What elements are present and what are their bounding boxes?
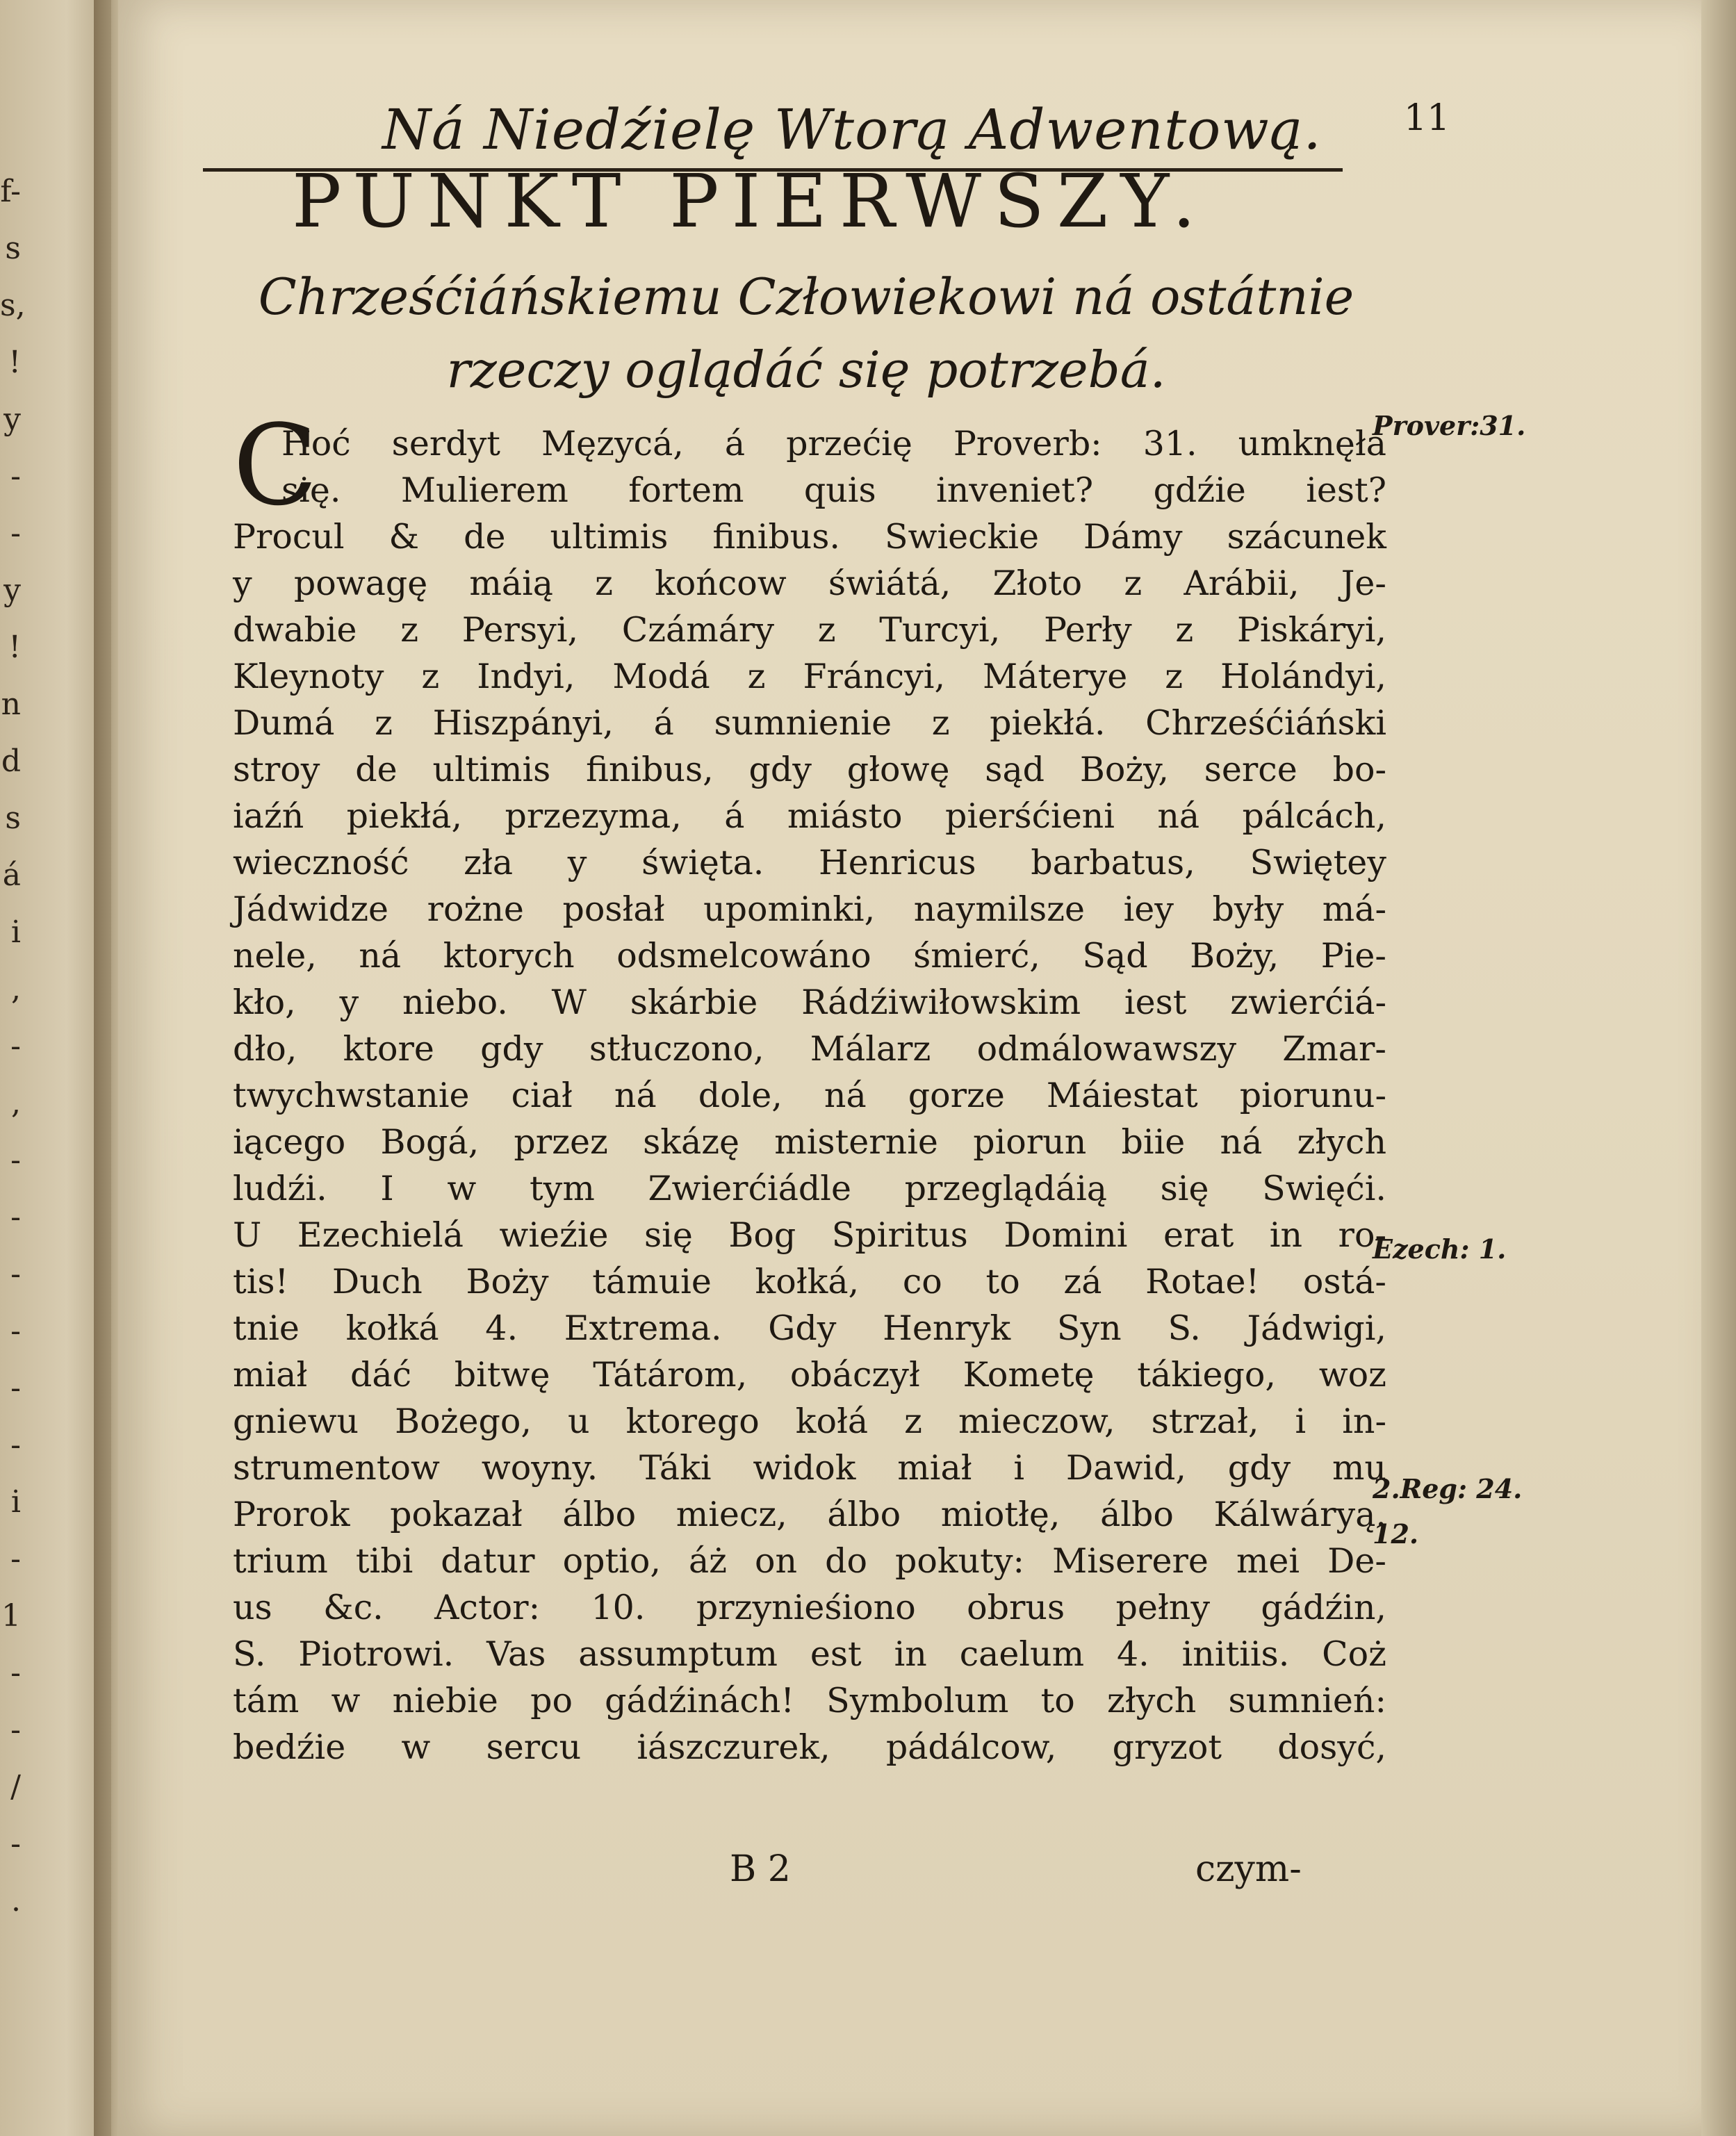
text-line: tám w niebie po gádźinách! Symbolum to złych sumnień: xyxy=(233,1681,1386,1720)
subtitle-line-1: Chrześćiáńskiemu Człowiekowi ná ostátnie xyxy=(258,268,1354,326)
facing-page-fragment: s, xyxy=(0,288,26,323)
facing-page-fragment: y xyxy=(3,573,21,608)
text-line: tnie kołká 4. Extrema. Gdy Henryk Syn S. Jádwigi, xyxy=(233,1308,1386,1348)
facing-page-fragment: , xyxy=(11,971,21,1007)
facing-page-fragment: - xyxy=(10,1427,21,1463)
text-line: się. Mulierem fortem quis inveniet? gdźie iest? xyxy=(281,470,1386,510)
text-line: dwabie z Persyi, Czámáry z Turcyi, Perły z Piskáryi, xyxy=(233,610,1386,650)
margin-note: 2.Reg: 24. xyxy=(1373,1473,1523,1504)
facing-page-fragment: ! xyxy=(8,345,21,380)
text-line: twychwstanie ciał ná dole, ná gorze Máiestat piorunu- xyxy=(233,1076,1386,1115)
text-line: U Ezechielá wieźie się Bog Spiritus Domini erat in ro- xyxy=(233,1215,1386,1255)
text-line: dło, ktore gdy stłuczono, Málarz odmálowawszy Zmar- xyxy=(233,1029,1386,1069)
facing-page-fragment: - xyxy=(10,516,21,551)
margin-note: Prover:31. xyxy=(1373,410,1526,441)
facing-page-fragment: - xyxy=(10,1028,21,1064)
facing-page-fragment: 1 xyxy=(1,1598,21,1634)
facing-page-fragment: - xyxy=(10,1199,21,1235)
facing-page-fragment: - xyxy=(10,1313,21,1349)
text-line: tis! Duch Boży támuie kołká, co to zá Rotae! ostá- xyxy=(233,1262,1386,1301)
text-line: Dumá z Hiszpányi, á sumnienie z piekłá. Chrześćiáński xyxy=(233,703,1386,743)
facing-page-fragment: d xyxy=(1,744,21,779)
text-line: iaźń piekłá, przezyma, á miásto pierśćieni ná pálcách, xyxy=(233,796,1386,836)
text-line: Prorok pokazał álbo miecz, álbo miotłę, álbo Kálwáryą. xyxy=(233,1495,1386,1534)
facing-page-fragment: , xyxy=(11,1085,21,1121)
text-line: Jádwidze rożne posłał upominki, naymilsze iey były má- xyxy=(233,889,1386,929)
margin-note: Ezech: 1. xyxy=(1373,1233,1507,1265)
facing-page-fragment: - xyxy=(10,1142,21,1178)
facing-page-fragment: s xyxy=(5,800,21,836)
facing-page-fragment: - xyxy=(10,1712,21,1748)
facing-page-fragment: ! xyxy=(8,630,21,665)
text-line: trium tibi datur optio, áż on do pokuty: Miserere mei De- xyxy=(233,1541,1386,1581)
facing-page-fragment: - xyxy=(10,1655,21,1691)
text-line: bedźie w sercu iászczurek, pádálcow, gryzot dosyć, xyxy=(233,1727,1386,1767)
facing-page-fragment: i xyxy=(10,914,21,950)
catchword: czym- xyxy=(1195,1848,1302,1890)
facing-page-fragment: á xyxy=(2,857,21,893)
facing-page-fragment: - xyxy=(10,1826,21,1862)
margin-note: 12. xyxy=(1373,1518,1419,1550)
facing-page-fragment: . xyxy=(11,1883,21,1919)
page-number: 11 xyxy=(1404,97,1450,139)
body-text xyxy=(233,420,1386,1771)
text-line: kło, y niebo. W skárbie Rádźiwiłowskim iest zwierćiá- xyxy=(233,983,1386,1022)
text-line: ludźi. I w tym Zwierćiádle przeglądáią się Swięći. xyxy=(233,1169,1386,1208)
text-line: Procul & de ultimis finibus. Swieckie Dámy szácunek xyxy=(233,517,1386,557)
text-line: stroy de ultimis finibus, gdy głowę sąd Boży, serce bo- xyxy=(233,750,1386,789)
text-line: gniewu Bożego, u ktorego kołá z mieczow, strzał, i in- xyxy=(233,1402,1386,1441)
text-line: iącego Bogá, przez skázę misternie piorun biie ná złych xyxy=(233,1122,1386,1162)
facing-page-fragment: - xyxy=(10,1256,21,1292)
facing-page-fragment: n xyxy=(1,687,21,722)
text-line: nele, ná ktorych odsmelcowáno śmierć, Sąd Boży, Pie- xyxy=(233,936,1386,976)
signature-mark: B 2 xyxy=(730,1848,791,1890)
facing-page-fragment: y xyxy=(3,402,21,437)
facing-page-fragment: f- xyxy=(0,174,21,209)
facing-page-fragment: / xyxy=(10,1769,21,1805)
text-line: y powagę máią z końcow świátá, Złoto z Arábii, Je- xyxy=(233,564,1386,603)
text-line: strumentow woyny. Táki widok miał i Dawid, gdy mu xyxy=(233,1448,1386,1488)
text-line: miał dáć bitwę Tátárom, obáczył Kometę tákiego, woz xyxy=(233,1355,1386,1395)
text-line: wieczność zła y święta. Henricus barbatus, Swiętey xyxy=(233,843,1386,882)
subtitle-line-2: rzeczy oglądáć się potrzebá. xyxy=(446,340,1166,399)
running-head: Ná Niedźielę Wtorą Adwentową. xyxy=(382,97,1322,162)
page-edge xyxy=(1701,0,1736,2136)
facing-page-fragment: s xyxy=(5,231,21,266)
facing-page-fragment: - xyxy=(10,1541,21,1577)
facing-page-fragment: i xyxy=(10,1484,21,1520)
drop-capital: C xyxy=(233,400,318,530)
facing-page-fragment: - xyxy=(10,1370,21,1406)
text-line: S. Piotrowi. Vas assumptum est in caelum 4. initiis. Coż xyxy=(233,1634,1386,1674)
text-line: us &c. Actor: 10. przynieśiono obrus pełny gádźin, xyxy=(233,1588,1386,1627)
text-line: Kleynoty z Indyi, Modá z Fráncyi, Máterye z Holándyi, xyxy=(233,657,1386,696)
section-heading: PUNKT PIERWSZY. xyxy=(292,158,1209,244)
text-line: Hoć serdyt Męzycá, á przećię Proverb: 31. umknęłá xyxy=(281,424,1386,463)
facing-page-fragment: - xyxy=(10,459,21,494)
